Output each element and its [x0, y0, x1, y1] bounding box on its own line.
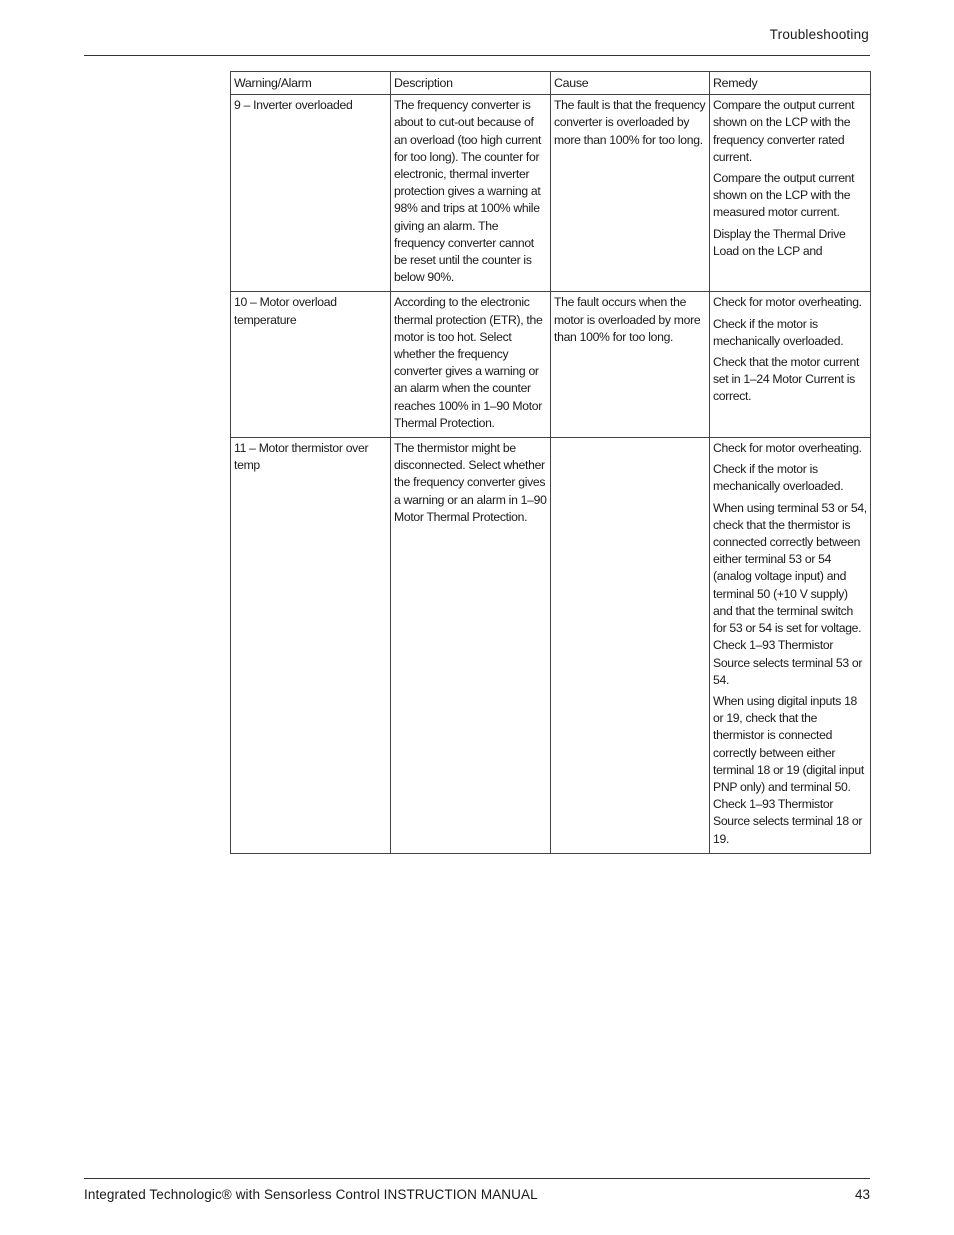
troubleshooting-table [230, 71, 871, 854]
table-row [231, 438, 871, 854]
table-row [231, 292, 871, 438]
remedy-cell [710, 95, 871, 292]
warning-cell: 10 – Motor overload temperature [231, 292, 391, 438]
remedy-step: Check if the motor is mechanically overloaded. [713, 462, 844, 494]
remedy-step: Check for motor overheating. [713, 441, 862, 456]
warning-cell: 9 – Inverter overloaded [231, 95, 391, 292]
footer-divider [84, 1178, 870, 1179]
remedy-step: Check if the motor is mechanically overloaded. [713, 316, 844, 348]
column-header-remedy: Remedy [710, 72, 871, 95]
remedy-step: When using digital inputs 18 or 19, check that the thermistor is connected correctly between either terminal 18 or 19 (digital input PNP only) and terminal 50. Check 1–93 Thermistor Source selects terminal 18 or 19. [713, 693, 864, 846]
warning-cell: 11 – Motor thermistor over temp [231, 438, 391, 854]
remedy-step: When using terminal 53 or 54, check that the thermistor is connected correctly between either terminal 53 or 54 (analog voltage input) and terminal 50 (+10 V supply) and that the terminal switch for 53 or 54 is set for voltage. Check 1–93 Thermistor Source selects terminal 53 or 54. [713, 500, 867, 687]
remedy-cell [710, 292, 871, 438]
remedy-step: Compare the output current shown on the LCP with the frequency converter rated current. [713, 98, 855, 164]
remedy-cell [710, 438, 871, 854]
section-header: Troubleshooting [769, 27, 869, 42]
description-cell: The thermistor might be disconnected. Select whether the frequency converter gives a warning or an alarm in 1–90 Motor Thermal Protection. [391, 438, 551, 854]
column-header-description: Description [391, 72, 551, 95]
column-header-cause: Cause [551, 72, 710, 95]
table-row [231, 95, 871, 292]
cause-cell [551, 438, 710, 854]
column-header-warning: Warning/Alarm [231, 72, 391, 95]
page-number: 43 [854, 1187, 870, 1202]
description-cell: According to the electronic thermal protection (ETR), the motor is too hot. Select whether the frequency converter gives a warning or an alarm when the counter reaches 100% in 1–90 Motor Thermal Protection. [391, 292, 551, 438]
remedy-step: Check for motor overheating. [713, 295, 862, 310]
table-header-row [231, 72, 871, 95]
cause-cell: The fault is that the frequency converter is overloaded by more than 100% for too long. [551, 95, 710, 292]
header-divider [84, 55, 870, 56]
remedy-step: Check that the motor current set in 1–24 Motor Current is correct. [713, 355, 860, 404]
description-cell: The frequency converter is about to cut-out because of an overload (too high current for too long). The counter for electronic, thermal inverter protection gives a warning at 98% and trips at 100% while giving an alarm. The frequency converter cannot be reset until the counter is below 90%. [391, 95, 551, 292]
footer-manual-title: Integrated Technologic® with Sensorless Control INSTRUCTION MANUAL [84, 1187, 538, 1202]
remedy-step: Compare the output current shown on the LCP with the measured motor current. [713, 171, 855, 220]
remedy-step: Display the Thermal Drive Load on the LCP and [713, 226, 846, 258]
cause-cell: The fault occurs when the motor is overloaded by more than 100% for too long. [551, 292, 710, 438]
